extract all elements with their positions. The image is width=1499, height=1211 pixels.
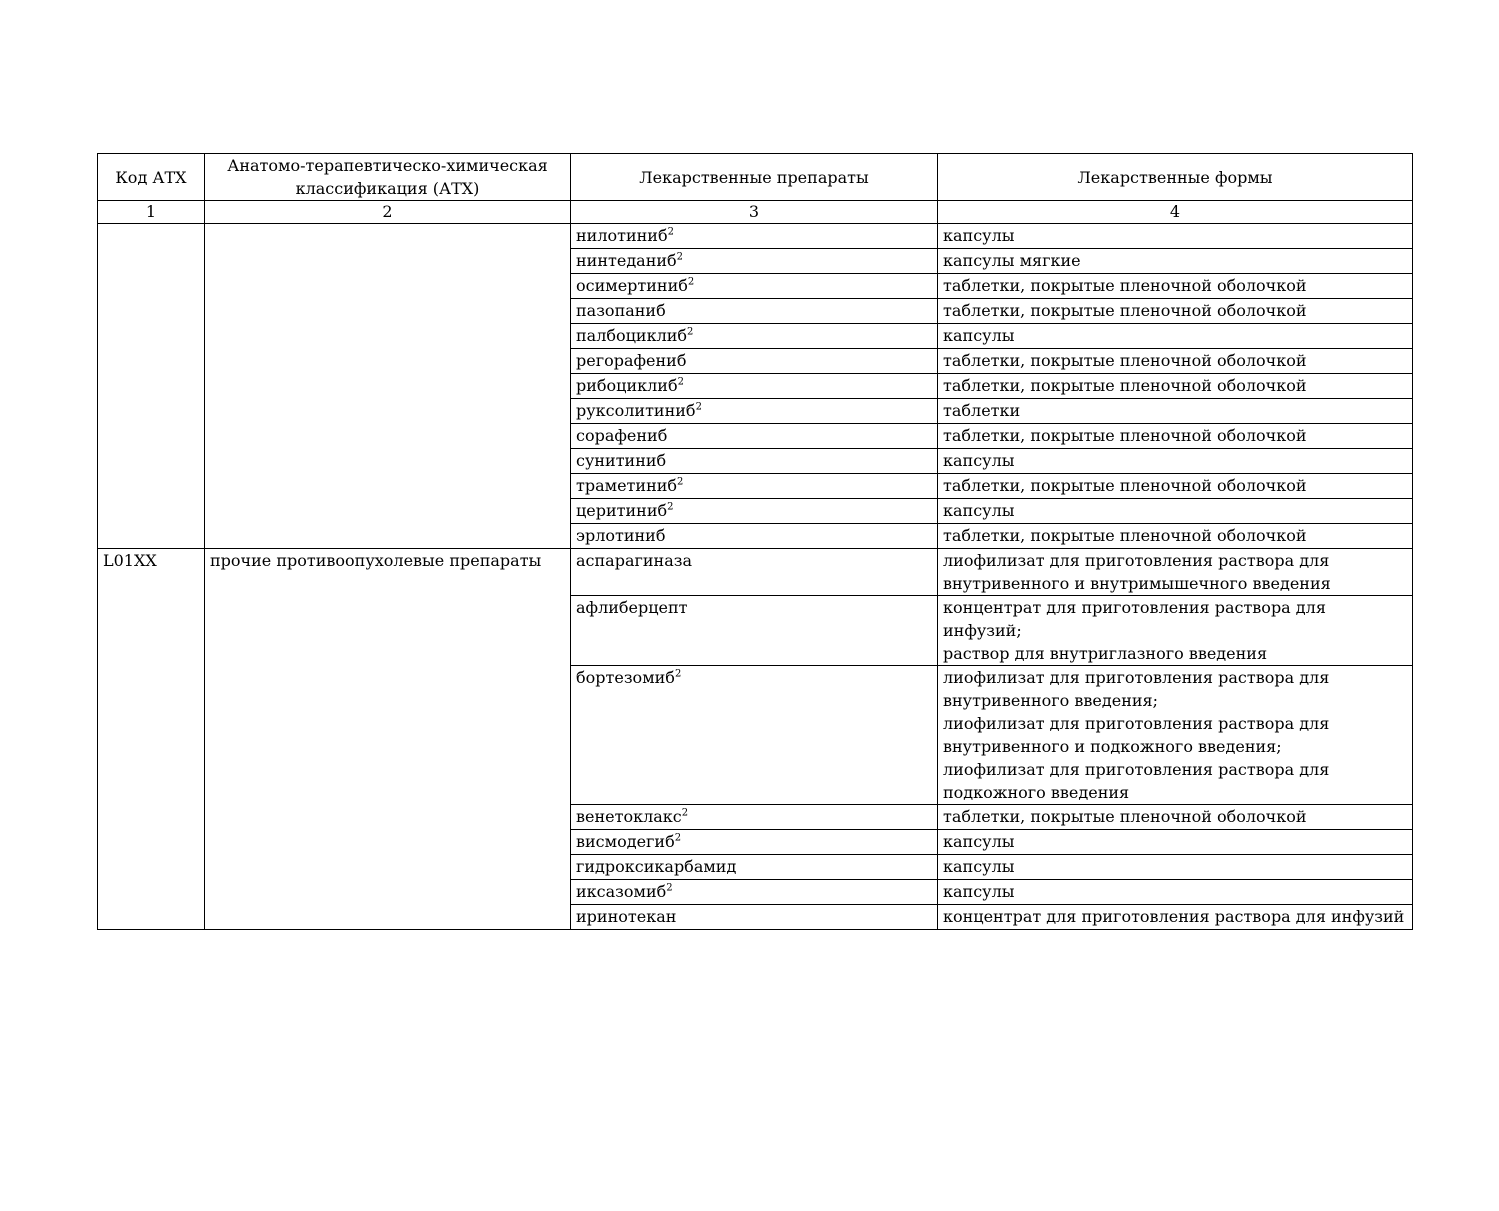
drug-name: нинтеданиб (576, 251, 677, 270)
drug-cell (571, 596, 938, 666)
dosage-form-cell (938, 666, 1413, 805)
dosage-form-line: внутривенного и подкожного введения; (943, 737, 1282, 756)
column-number: 3 (571, 201, 938, 224)
drug-name: осимертиниб (576, 276, 688, 295)
dosage-form-cell (938, 805, 1413, 830)
drug-cell (571, 549, 938, 596)
dosage-form-line: таблетки, покрытые пленочной оболочкой (943, 426, 1307, 445)
dosage-form-line: лиофилизат для приготовления раствора для (943, 714, 1330, 733)
drug-cell (571, 855, 938, 880)
dosage-form-line: капсулы (943, 326, 1015, 345)
dosage-form-cell (938, 449, 1413, 474)
dosage-form-cell (938, 855, 1413, 880)
drug-cell (571, 424, 938, 449)
drug-cell (571, 474, 938, 499)
drug-cell (571, 880, 938, 905)
atx-code-cell (98, 224, 205, 549)
drug-name: иксазомиб (576, 882, 667, 901)
drug-cell (571, 499, 938, 524)
footnote-marker: 2 (677, 476, 684, 488)
drug-name: венетоклакс (576, 807, 682, 826)
drug-cell (571, 324, 938, 349)
dosage-form-line: раствор для внутриглазного введения (943, 644, 1268, 663)
drug-name: палбоциклиб (576, 326, 688, 345)
dosage-form-line: лиофилизат для приготовления раствора для (943, 551, 1330, 570)
dosage-form-line: капсулы (943, 226, 1015, 245)
dosage-form-line: капсулы (943, 857, 1015, 876)
header-drugs: Лекарственные препараты (571, 154, 938, 201)
drug-name: сунитиниб (576, 451, 667, 470)
dosage-form-cell (938, 499, 1413, 524)
footnote-marker: 2 (674, 668, 682, 680)
atx-code-cell: L01XX (98, 549, 205, 930)
drug-name: пазопаниб (576, 301, 666, 320)
drug-cell (571, 249, 938, 274)
drug-name: висмодегиб (576, 832, 675, 851)
dosage-form-line: внутривенного введения; (943, 691, 1158, 710)
column-number: 2 (205, 201, 571, 224)
column-number: 1 (98, 201, 205, 224)
dosage-form-cell (938, 299, 1413, 324)
dosage-form-cell (938, 549, 1413, 596)
dosage-form-line: лиофилизат для приготовления раствора для (943, 760, 1330, 779)
footnote-marker: 2 (676, 251, 684, 263)
dosage-form-line: капсулы (943, 501, 1015, 520)
footnote-marker: 2 (666, 882, 673, 894)
footnote-marker: 2 (667, 501, 674, 513)
dosage-form-line: капсулы (943, 451, 1015, 470)
atx-classification-cell (205, 224, 571, 549)
dosage-form-line: капсулы (943, 882, 1015, 901)
dosage-form-line: таблетки, покрытые пленочной оболочкой (943, 476, 1307, 495)
drug-cell (571, 374, 938, 399)
footnote-marker: 2 (667, 226, 674, 238)
drug-cell (571, 399, 938, 424)
column-number-row (98, 201, 1413, 224)
atx-drug-table (97, 153, 1413, 930)
drug-name: рибоциклиб (576, 376, 678, 395)
dosage-form-line: концентрат для приготовления раствора для инфузий (943, 907, 1405, 926)
drug-cell (571, 224, 938, 249)
dosage-form-cell (938, 349, 1413, 374)
footnote-marker: 2 (687, 326, 694, 338)
drug-name: эрлотиниб (576, 526, 666, 545)
drug-cell (571, 666, 938, 805)
dosage-form-cell (938, 474, 1413, 499)
dosage-form-cell (938, 399, 1413, 424)
drug-name: афлиберцепт (576, 598, 688, 617)
dosage-form-line: таблетки, покрытые пленочной оболочкой (943, 526, 1307, 545)
dosage-form-cell (938, 224, 1413, 249)
dosage-form-line: подкожного введения (943, 783, 1130, 802)
table-body (98, 224, 1413, 930)
dosage-form-line: таблетки, покрытые пленочной оболочкой (943, 376, 1307, 395)
dosage-form-line: таблетки, покрытые пленочной оболочкой (943, 351, 1307, 370)
footnote-marker: 2 (674, 832, 682, 844)
drug-cell (571, 524, 938, 549)
dosage-form-line: таблетки, покрытые пленочной оболочкой (943, 276, 1307, 295)
drug-name: иринотекан (576, 907, 677, 926)
dosage-form-line: капсулы мягкие (943, 251, 1081, 270)
drug-name: нилотиниб (576, 226, 668, 245)
header-dosage-forms: Лекарственные формы (938, 154, 1413, 201)
drug-cell (571, 905, 938, 930)
drug-name: сорафениб (576, 426, 668, 445)
drug-cell (571, 449, 938, 474)
footnote-marker: 2 (695, 401, 702, 413)
drug-name: аспарагиназа (576, 551, 692, 570)
drug-name: траметиниб (576, 476, 678, 495)
drug-name: руксолитиниб (576, 401, 696, 420)
drug-name: бортезомиб (576, 668, 675, 687)
table-row (98, 224, 1413, 249)
footnote-marker: 2 (681, 807, 689, 819)
dosage-form-line: таблетки, покрытые пленочной оболочкой (943, 807, 1307, 826)
dosage-form-cell (938, 880, 1413, 905)
dosage-form-line: таблетки, покрытые пленочной оболочкой (943, 301, 1307, 320)
dosage-form-cell (938, 905, 1413, 930)
table-row (98, 549, 1413, 596)
drug-cell (571, 830, 938, 855)
dosage-form-line: капсулы (943, 832, 1015, 851)
dosage-form-line: внутривенного и внутримышечного введения (943, 574, 1331, 593)
drug-name: гидроксикарбамид (576, 857, 737, 876)
dosage-form-cell (938, 249, 1413, 274)
drug-cell (571, 274, 938, 299)
atx-classification-cell: прочие противоопухолевые препараты (205, 549, 571, 930)
dosage-form-line: концентрат для приготовления раствора для инфузий; (943, 598, 1326, 640)
dosage-form-line: таблетки (943, 401, 1021, 420)
drug-name: регорафениб (576, 351, 687, 370)
dosage-form-cell (938, 274, 1413, 299)
drug-cell (571, 349, 938, 374)
drug-cell (571, 805, 938, 830)
dosage-form-cell (938, 830, 1413, 855)
drug-cell (571, 299, 938, 324)
dosage-form-cell (938, 374, 1413, 399)
dosage-form-line: лиофилизат для приготовления раствора для (943, 668, 1330, 687)
footnote-marker: 2 (677, 376, 684, 388)
header-row (98, 154, 1413, 201)
dosage-form-cell (938, 424, 1413, 449)
header-atx-classification: Анатомо-терапевтическо-химическая классификация (АТХ) (205, 154, 571, 201)
header-atx-code: Код АТХ (98, 154, 205, 201)
dosage-form-cell (938, 596, 1413, 666)
drug-name: церитиниб (576, 501, 668, 520)
dosage-form-cell (938, 324, 1413, 349)
dosage-form-cell (938, 524, 1413, 549)
column-number: 4 (938, 201, 1413, 224)
footnote-marker: 2 (687, 276, 695, 288)
